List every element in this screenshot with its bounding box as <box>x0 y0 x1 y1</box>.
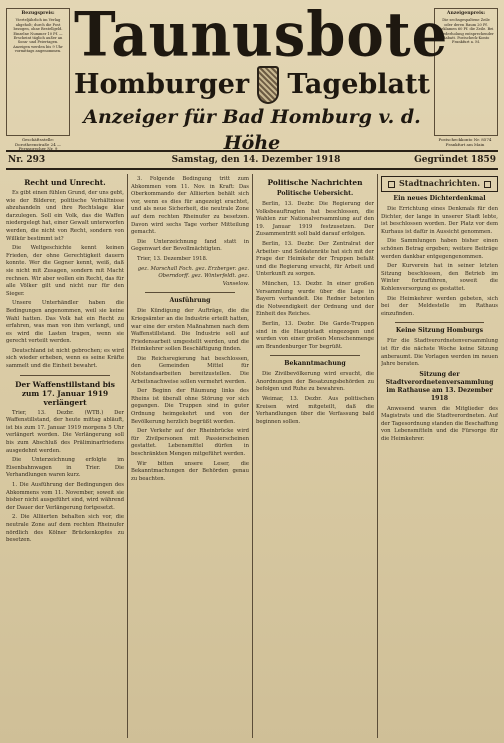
article-paragraph: Unsere Unterhändler haben die Bedingungen angenommen, weil sie keine Wahl hatten. Das Volk hat ein Recht zu erfahren, was man von ihm verlangt, und es wird die Lasten tragen, wenn sie gerecht verteilt werden. <box>6 300 124 345</box>
article-separator <box>20 375 110 376</box>
article-headline: Bekanntmachung <box>284 360 346 368</box>
article-paragraph: Die Heimkehrer werden gebeten, sich bei der Meldestelle im Rathaus einzufinden. <box>381 295 498 317</box>
column-divider <box>377 174 378 738</box>
subtitle-left: Homburger <box>74 69 250 100</box>
subtitle-right: Tageblatt <box>287 69 430 100</box>
postal-account-line: Postscheckkonto Nr. 8574 Frankfurt am Main <box>438 138 492 147</box>
issue-date: Samstag, den 14. Dezember 1918 <box>171 155 341 165</box>
article-paragraph: 3. Folgende Bedingung tritt zum Abkommen vom 11. Nov. in Kraft: Das Oberkommando der Alliierten behält sich vor, wenn es dies für angezeigt erachtet, und als neue Sicherheit, die neutrale Zone auf dem rechten Rheinufer zu besetzen. Davon wird sechs Tage vorher Mitteilung gemacht. <box>131 176 249 236</box>
article-headline: Recht und Unrecht. <box>24 178 106 187</box>
article-paragraph: Der Verkehr auf der Rheinbrücke wird für Zivilpersonen mit Passierscheinen gestattet. Lebensmittel dürfen in beschränkten Mengen mitgeführt werden. <box>131 428 249 457</box>
subscription-price-text: Vierteljährlich im Verlag abgeholt; durch die Post bezogen, ohne Bestellgeld. Einzelne Nummer 10 Pf. — Erscheint täglich außer an Sonn- und Feiertagen. Anzeigen werden bis 9 Uhr vormittags angenommen. <box>13 18 63 54</box>
square-ornament-icon <box>388 181 395 188</box>
column-2 <box>131 176 249 738</box>
info-bar <box>6 150 498 170</box>
article-separator <box>270 355 360 356</box>
article-paragraph: Die Unterzeichnung erfolgte im Eisenbahnwagen in Trier. Die Verhandlungen waren kurz. <box>6 457 124 479</box>
article-paragraph: Wir bitten unsere Leser, die Bekanntmachungen der Behörden genau zu beachten. <box>131 460 249 482</box>
article-paragraph: Die Zivilbevölkerung wird ersucht, die Anordnungen der Besatzungsbehörden zu befolgen und Ruhe zu bewahren. <box>256 371 374 393</box>
column-divider <box>127 174 128 738</box>
article-paragraph: Die Weltgeschichte kennt keinen Frieden, der ohne Gerechtigkeit dauern konnte. Wer die Gegner kennt, weiß, daß sie nicht mit Zusagen, sondern mit Macht rechnen. Wir aber wollen ein Recht, das für alle Völker gilt und nicht nur für den Sieger. <box>6 245 124 297</box>
article-signature: gez. Marschall Foch. gez. Erzberger. gez. Oberndorff. gez. Winterfeldt. gez. Vanselow. <box>137 265 249 287</box>
masthead <box>74 0 449 154</box>
founded-year: Gegründet 1859 <box>414 155 496 165</box>
article-headline: Ausführung <box>169 297 211 305</box>
subscription-price-title: Bezugspreis: <box>21 11 55 16</box>
article-headline: Der Waffenstillstand bis zum 17. Januar 1919 verlängert <box>15 379 115 407</box>
article-paragraph: München, 13. Dezbr. In einer großen Versammlung wurde über die Lage in Bayern verhandelt. Die Redner betonten die Notwendigkeit der Ordnung und der Einheit des Reiches. <box>256 280 374 318</box>
column-4 <box>381 176 498 738</box>
section-headline: Politische Nachrichten <box>267 178 363 187</box>
article-paragraph: Deutschland ist nicht gebrochen; es wird sich wieder erheben, wenn es seine Kräfte sammelt und die Einheit bewahrt. <box>6 347 124 370</box>
advertisement-price-text: Die sechsgespaltene Zeile oder deren Raum 20 Pf. Reklamen 60 Pf. die Zeile. Bei Wiederholung entsprechender Rabatt. Postscheck-Konto Frankfurt a. M. <box>438 18 494 45</box>
column-3 <box>256 176 374 738</box>
article-paragraph: 1. Die Ausführung der Bedingungen des Abkommens vom 11. November, soweit sie bisher nicht ausgeführt sind, wird während der Dauer der Verlängerung fortgesetzt. <box>6 482 124 511</box>
article-paragraph: Berlin, 13. Dezbr. Der Zentralrat der Arbeiter- und Soldatenräte hat sich mit der Frage der Heimkehr der Truppen befaßt und die Regierung ersucht, für Arbeit und Unterkunft zu sorgen. <box>256 240 374 278</box>
article-headline: Politische Uebersicht. <box>276 190 354 197</box>
article-paragraph: Die Sammlungen haben bisher einen schönen Betrag ergeben; weitere Beiträge werden dankbar entgegengenommen. <box>381 238 498 260</box>
square-ornament-icon <box>484 181 491 188</box>
article-paragraph: Weimar, 13. Dezbr. Aus politischen Kreisen wird mitgeteilt, daß die Verhandlungen über die Verfassung bald beginnen sollen. <box>256 396 374 425</box>
article-paragraph: Der Beginn der Räumung links des Rheins ist überall ohne Störung vor sich gegangen. Die Truppen sind in guter Ordnung heimgekehrt und von der Bevölkerung herzlich begrüßt worden. <box>131 388 249 425</box>
article-dateline: Trier, 13. Dezember 1918. <box>137 255 208 262</box>
article-separator <box>395 322 484 323</box>
local-news-section-header <box>381 176 498 192</box>
coat-of-arms-icon <box>257 66 279 104</box>
article-headline: Keine Sitzung Homburgs <box>395 327 484 335</box>
article-paragraph: Anwesend waren die Mitglieder des Magistrats und die Stadtverordneten. Auf der Tagesordnung standen die Beschaffung von Lebensmitteln und die Fürsorge für die Heimkehrer. <box>381 405 498 443</box>
article-paragraph: Trier, 13. Dezbr. (WTB.) Der Waffenstillstand, der heute mittag abläuft, ist bis zum 17. Januar 1919 morgens 5 Uhr verlängert worden. Die Verlängerung soll bis zum Abschluß des Präliminarfriedens ausgedehnt werden. <box>6 409 124 454</box>
article-paragraph: Die Errichtung eines Denkmals für den Dichter, der lange in unserer Stadt lebte, ist beschlossen worden. Der Platz vor dem Kurhaus ist dafür in Aussicht genommen. <box>381 206 498 235</box>
column-divider <box>252 174 253 738</box>
publisher-line: Geschäftsstelle: Dorotheenstraße 24 — Fernsprecher Nr. 9 <box>14 138 62 152</box>
tagline: Anzeiger für Bad Homburg v. d. Höhe <box>83 106 421 154</box>
column-1 <box>6 176 124 738</box>
article-paragraph: Die Unterzeichnung fand statt in Gegenwart der Bevollmächtigten. <box>131 238 249 253</box>
article-paragraph: Der Kurverein hat in seiner letzten Sitzung beschlossen, den Betrieb im Winter fortzuführen, soweit die Kohlenversorgung es gestattet. <box>381 263 498 292</box>
article-paragraph: Berlin, 13. Dezbr. Die Garde-Truppen sind in die Hauptstadt eingezogen und wurden von einer großen Menschenmenge am Brandenburger Tor begrüßt. <box>256 320 374 350</box>
article-paragraph: Die Kündigung der Aufträge, die die Kriegsämter an die Industrie erteilt hatten, war eine der ersten Maßnahmen nach dem Waffenstillstand. Die Industrie soll auf Friedensarbeit umgestellt werden, und die Heimkehrer sollen Beschäftigung finden. <box>131 308 249 353</box>
advertisement-price-title: Anzeigenpreis: <box>446 11 486 16</box>
article-headline: Ein neues Dichterdenkmal <box>393 195 486 202</box>
article-paragraph: Berlin, 13. Dezbr. Die Regierung der Volksbeauftragten hat beschlossen, die Wahlen zur Nationalversammlung auf den 19. Januar 1919 festzusetzen. Der Zusammentritt soll bald darauf erfolgen. <box>256 201 374 238</box>
article-paragraph: Die Reichsregierung hat beschlossen, den Gemeinden Mittel für Notstandsarbeiten bereitzustellen. Die Arbeitsnachweise sollen vermehrt werden. <box>131 355 249 385</box>
article-paragraph: 2. Die Alliierten behalten sich vor, die neutrale Zone auf dem rechten Rheinufer nördlich des Kölner Brückenkopfes zu besetzen. <box>6 514 124 544</box>
article-headline: Sitzung der Stadtverordnetenversammlung im Rathause am 13. Dezember 1918 <box>385 370 494 402</box>
article-paragraph: Es gibt einen fühlen Grund, der uns gebt, wie der Bilderer, politische Verhältnisse abzuhandeln und ihre Rechtslage klar darzulegen. Soll ein Volk, das die Waffen niedergelegt hat, einer Gewalt unterworfen werden, die nicht von Recht, sondern von Willkür bestimmt ist? <box>6 190 124 242</box>
article-paragraph: Für die Stadtverordnetenversammlung ist für die nächste Woche keine Sitzung anberaumt. Die Vorlagen werden im neuen Jahre beraten. <box>381 338 498 368</box>
newspaper-title: Taunusbote <box>74 0 449 71</box>
local-news-heading: Stadtnachrichten. <box>399 178 480 189</box>
subtitle-row <box>74 66 430 104</box>
subscription-price-box <box>6 8 70 136</box>
issue-number: Nr. 293 <box>8 155 46 165</box>
article-separator <box>145 292 235 293</box>
